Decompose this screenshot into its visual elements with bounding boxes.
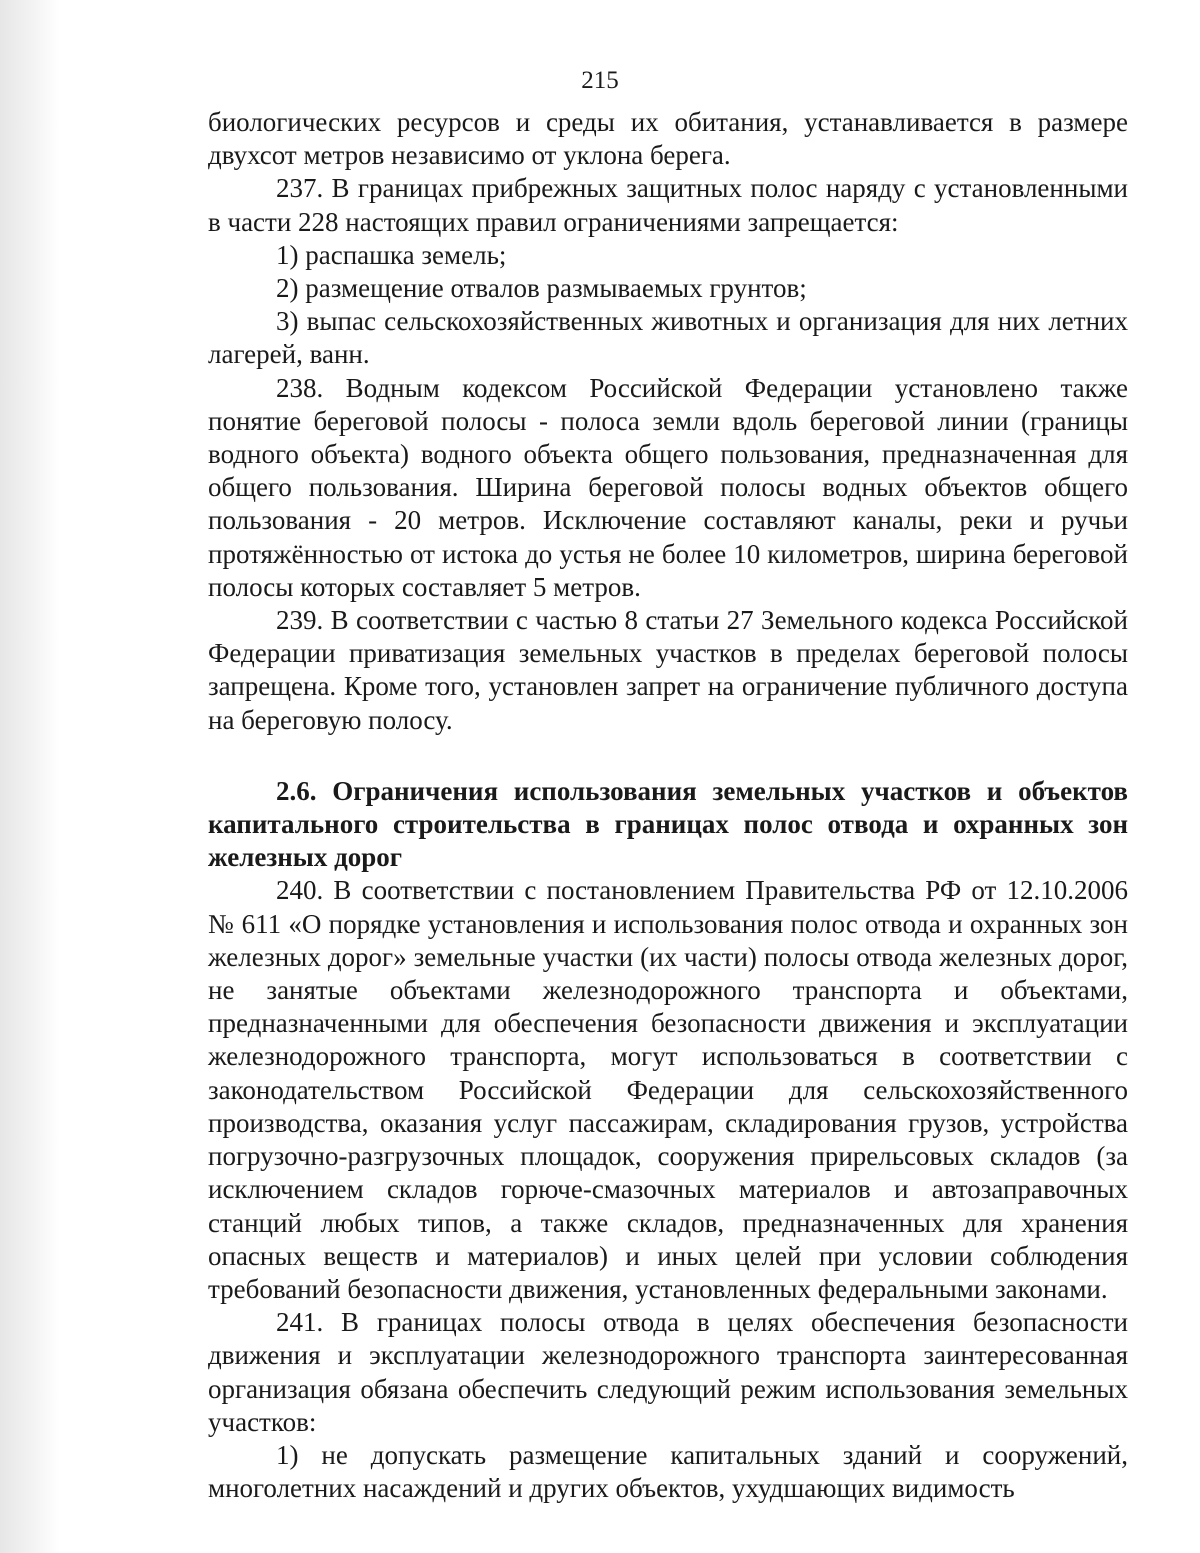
list-item-237-3: 3) выпас сельскохозяйственных животных и организация для них летних лагерей, ванн.	[208, 306, 1128, 370]
paragraph-241: 241. В границах полосы отвода в целях обеспечения безопасности движения и эксплуатации железнодорожного транспорта заинтересованная организация обязана обеспечить следующий режим использования земельных участков:	[208, 1307, 1128, 1437]
scan-edge-shadow	[0, 0, 60, 1553]
list-item-237-2: 2) размещение отвалов размываемых грунтов;	[276, 273, 807, 304]
paragraph-237: 237. В границах прибрежных защитных полос наряду с установленными в части 228 настоящих правил ограничениями запрещается:	[208, 173, 1128, 237]
paragraph-continuation: биологических ресурсов и среды их обитания, устанавливается в размере двухсот метров независимо от уклона берега.	[208, 107, 1128, 171]
paragraph-239: 239. В соответствии с частью 8 статьи 27 Земельного кодекса Российской Федерации приватизация земельных участков в пределах береговой полосы запрещена. Кроме того, установлен запрет на ограничение публичного доступа на береговую полосу.	[208, 605, 1128, 735]
page-number: 215	[581, 67, 619, 94]
paragraph-238: 238. Водным кодексом Российской Федерации установлено также понятие береговой полосы - полоса земли вдоль береговой линии (границы водного объекта) водного объекта общего пользования, предназначенная для общего пользования. Ширина береговой полосы водных объектов общего пользования - 20 метров. Исключение составляют каналы, реки и ручьи протяжённостью от истока до устья не более 10 километров, ширина береговой полосы которых составляет 5 метров.	[208, 372, 1128, 602]
list-item-241-1: 1) не допускать размещение капитальных зданий и сооружений, многолетних насаждений и других объектов, ухудшающих видимость	[208, 1439, 1128, 1504]
document-body	[208, 106, 1128, 1505]
list-item-237-1: 1) распашка земель;	[276, 239, 507, 270]
paragraph-240: 240. В соответствии с постановлением Правительства РФ от 12.10.2006 № 611 «О порядке установления и использования полос отвода и охранных зон железных дорог» земельные участки (их части) полосы отвода железных дорог, не занятые объектами железнодорожного транспорта и объектами, предназначенными для обеспечения безопасности движения и эксплуатации железнодорожного транспорта, могут использоваться в соответствии с законодательством Российской Федерации для сельскохозяйственного производства, оказания услуг пассажирам, складирования грузов, устройства погрузочно-разгрузочных площадок, сооружения прирельсовых складов (за исключением складов горюче-смазочных материалов и автозаправочных станций любых типов, а также складов, предназначенных для хранения опасных веществ и материалов) и иных целей при условии соблюдения требований безопасности движения, установленных федеральными законами.	[208, 875, 1128, 1304]
section-heading-2-6: 2.6. Ограничения использования земельных участков и объектов капитального строительства в границах полос отвода и охранных зон железных дорог	[208, 775, 1128, 873]
